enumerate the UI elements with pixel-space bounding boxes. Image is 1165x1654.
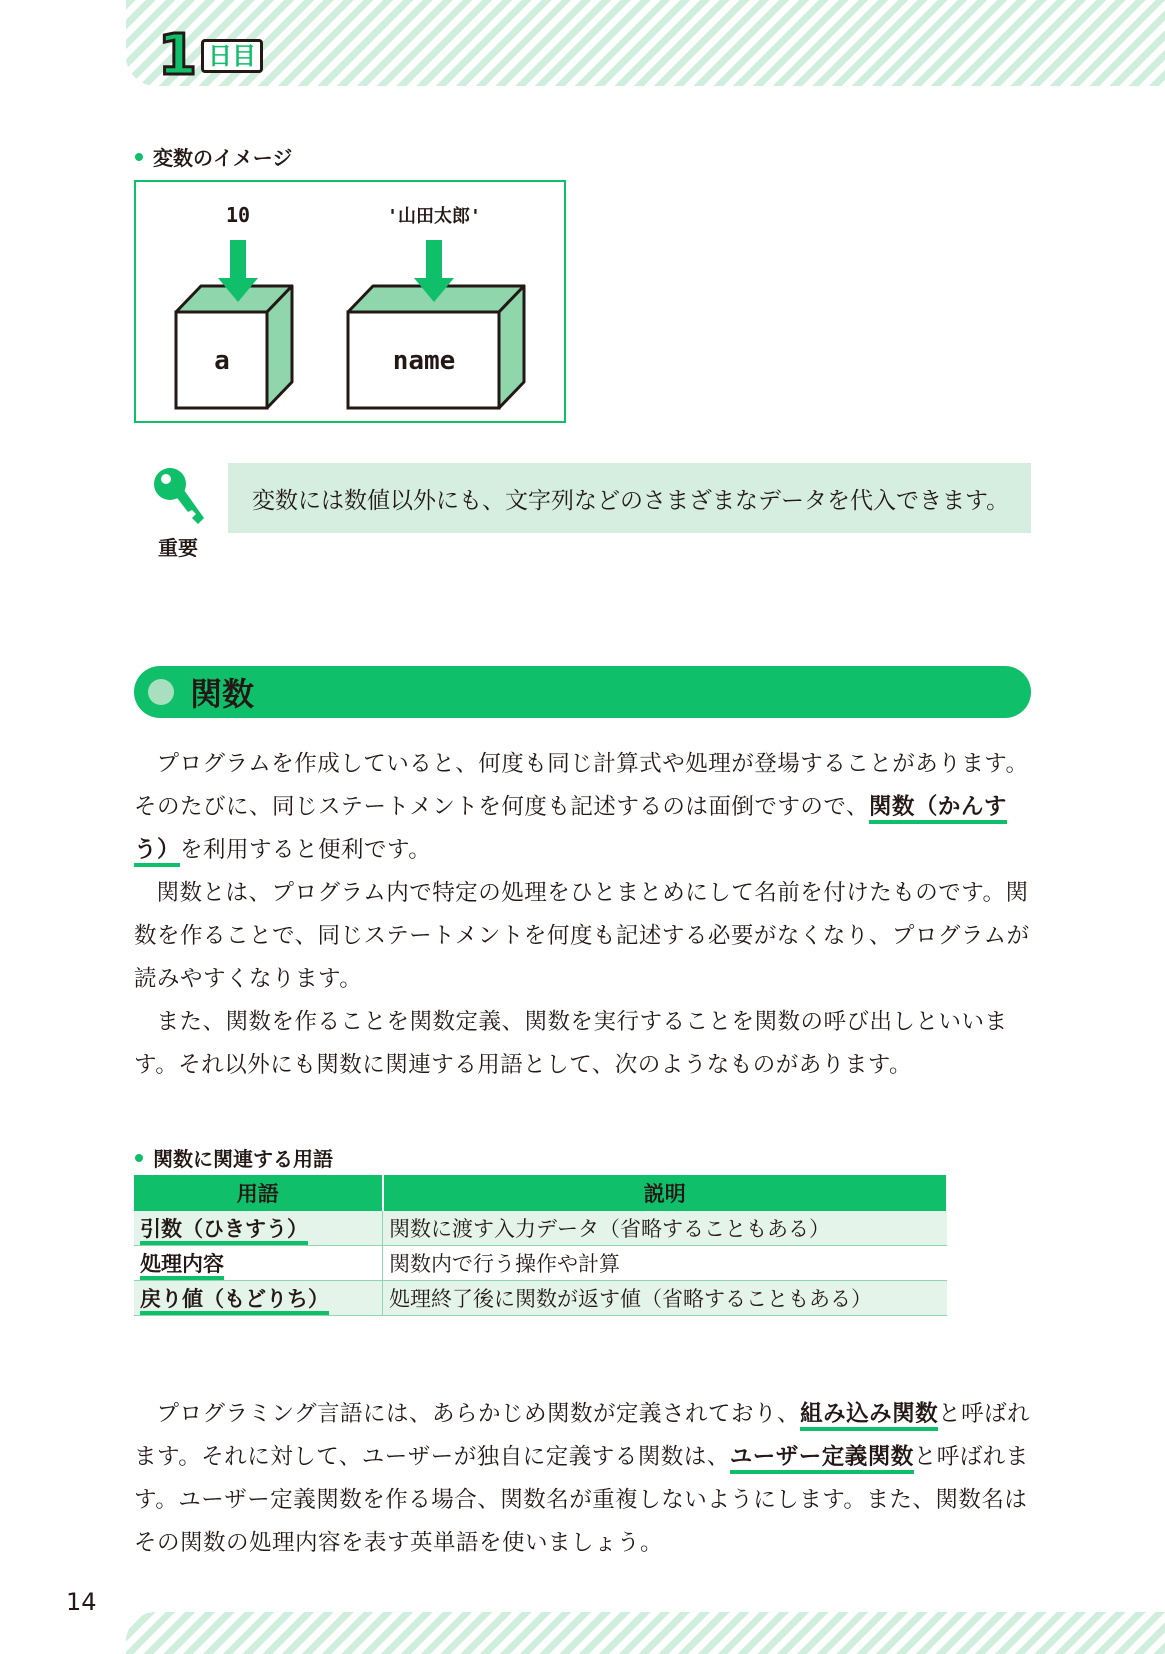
bullet-dot-icon bbox=[135, 153, 143, 161]
table-row bbox=[134, 1211, 947, 1246]
paragraph-text: プログラミング言語には、あらかじめ関数が定義されており、 bbox=[156, 1401, 801, 1427]
value-yamada: '山田太郎' bbox=[387, 206, 481, 227]
term-text: 処理内容 bbox=[140, 1252, 224, 1280]
section-circle-icon bbox=[148, 679, 174, 705]
section-heading bbox=[134, 666, 1031, 718]
variable-diagram-svg bbox=[136, 182, 568, 425]
variable-diagram bbox=[134, 180, 566, 423]
important-note bbox=[228, 463, 1031, 533]
day-number: 1 bbox=[158, 23, 197, 88]
figure-caption bbox=[135, 142, 292, 171]
bullet-dot-icon bbox=[135, 1154, 143, 1162]
description-cell: 関数に渡す入力データ（省略することもある） bbox=[383, 1211, 948, 1246]
description-cell: 関数内で行う操作や計算 bbox=[383, 1246, 948, 1281]
paragraph-text: と呼ばれます。ユーザー定義関数を作る場合、関数名が重複しないようにします。また、関数名はその関数の処理内容を表す英単語を使いましょう。 bbox=[134, 1444, 1029, 1556]
column-header-description: 説明 bbox=[383, 1175, 948, 1211]
paragraph-text: を利用すると便利です。 bbox=[180, 837, 432, 863]
description-cell: 処理終了後に関数が返す値（省略することもある） bbox=[383, 1281, 948, 1316]
day-label: 日目 bbox=[201, 39, 263, 73]
table-caption-text: 関数に関連する用語 bbox=[153, 1147, 333, 1171]
day-badge bbox=[158, 23, 263, 88]
column-header-term: 用語 bbox=[134, 1175, 383, 1211]
keyword-function: 関数（かんすう） bbox=[134, 794, 1007, 867]
box-label-name: name bbox=[392, 346, 456, 376]
page-number: 14 bbox=[66, 1588, 97, 1616]
important-label: 重要 bbox=[158, 536, 198, 560]
footer-stripe-band bbox=[126, 1612, 1165, 1654]
keyword-user-defined-function: ユーザー定義関数 bbox=[730, 1444, 914, 1474]
box-label-a: a bbox=[214, 346, 230, 376]
section-title: 関数 bbox=[190, 675, 255, 713]
table-header-row bbox=[134, 1175, 947, 1211]
table-caption bbox=[135, 1143, 333, 1172]
term-cell bbox=[134, 1246, 383, 1281]
header-stripe-band bbox=[126, 0, 1165, 86]
term-cell bbox=[134, 1211, 383, 1246]
term-text: 戻り値（もどりち） bbox=[140, 1287, 329, 1315]
body-text-builtin bbox=[134, 1393, 1034, 1565]
terms-table bbox=[134, 1175, 948, 1316]
term-cell bbox=[134, 1281, 383, 1316]
paragraph bbox=[134, 743, 1034, 872]
paragraph: また、関数を作ることを関数定義、関数を実行することを関数の呼び出しといいます。それ以外にも関数に関連する用語として、次のようなものがあります。 bbox=[134, 1009, 1008, 1078]
paragraph bbox=[134, 1393, 1034, 1565]
important-note-text: 変数には数値以外にも、文字列などのさまざまなデータを代入できます。 bbox=[252, 487, 1010, 514]
table-row bbox=[134, 1246, 947, 1281]
paragraph: 関数とは、プログラム内で特定の処理をひとまとめにして名前を付けたものです。関数を作ることで、同じステートメントを何度も記述する必要がなくなり、プログラムが読みやすくなります。 bbox=[134, 880, 1030, 992]
body-text-functions bbox=[134, 743, 1034, 1087]
value-10: 10 bbox=[225, 203, 251, 227]
keyword-builtin-function: 組み込み関数 bbox=[800, 1401, 938, 1431]
figure-caption-text: 変数のイメージ bbox=[153, 146, 293, 170]
paragraph-text: プログラムを作成していると、何度も同じ計算式や処理が登場することがあります。そのたびに、同じステートメントを何度も記述するのは面倒ですので、 bbox=[134, 751, 1029, 820]
table-row bbox=[134, 1281, 947, 1316]
term-text: 引数（ひきすう） bbox=[140, 1217, 308, 1245]
variable-box-a bbox=[176, 286, 292, 408]
paragraph-text: と呼ばれます。それに対して、ユーザーが独自に定義する関数は、 bbox=[134, 1401, 1031, 1470]
key-icon bbox=[152, 466, 208, 530]
